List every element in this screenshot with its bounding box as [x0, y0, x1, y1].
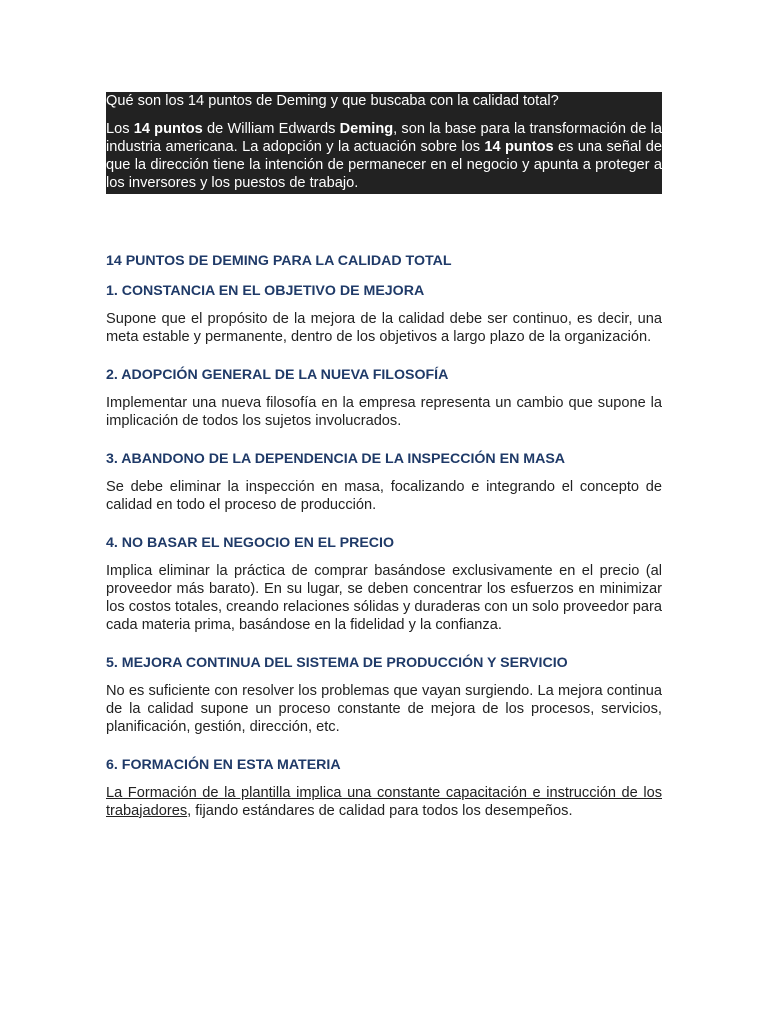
main-title: 14 PUNTOS DE DEMING PARA LA CALIDAD TOTAL	[106, 253, 452, 269]
section-body: Supone que el propósito de la mejora de la calidad debe ser continuo, es decir, una meta estable y permanente, dentro de los objetivos a largo plazo de la organización.	[106, 311, 662, 345]
intro-answer	[106, 120, 662, 192]
intro-question: Qué son los 14 puntos de Deming y que buscaba con la calidad total?	[106, 93, 559, 109]
section-heading: 1. CONSTANCIA EN EL OBJETIVO DE MEJORA	[106, 283, 425, 299]
section-body: No es suficiente con resolver los problemas que vayan surgiendo. La mejora continua de la calidad supone un proceso constante de mejora de los procesos, servicios, planificación, gestión, dirección, etc.	[106, 683, 662, 735]
section-5	[106, 654, 662, 736]
document-content	[106, 92, 662, 820]
section-body-rest: , fijando estándares de calidad para todos los desempeños.	[187, 803, 573, 819]
intro-answer-bold-3: 14 puntos	[484, 139, 554, 155]
section-heading: 4. NO BASAR EL NEGOCIO EN EL PRECIO	[106, 535, 395, 551]
section-heading: 6. FORMACIÓN EN ESTA MATERIA	[106, 757, 341, 773]
section-body: Implica eliminar la práctica de comprar basándose exclusivamente en el precio (al proveedor más barato). En su lugar, se deben concentrar los esfuerzos en minimizar los costos totales, creando relaciones sólidas y duraderas con un solo proveedor para cada materia prima, basándose en la fidelidad y la confianza.	[106, 563, 662, 633]
intro-answer-bold-2: Deming	[339, 121, 394, 137]
section-heading: 3. ABANDONO DE LA DEPENDENCIA DE LA INSPECCIÓN EN MASA	[106, 451, 566, 467]
section-body-link[interactable]: La Formación de la plantilla implica una constante capacitación e instrucción de los trabajadores	[106, 785, 662, 819]
intro-box	[106, 92, 662, 194]
section-body: Implementar una nueva filosofía en la empresa representa un cambio que supone la implicación de todos los sujetos involucrados.	[106, 395, 662, 429]
intro-answer-text-2: de William Edwards	[202, 121, 340, 137]
section-4	[106, 534, 662, 634]
intro-answer-bold-1: 14 puntos	[133, 121, 203, 137]
section-3	[106, 450, 662, 514]
section-1	[106, 282, 662, 346]
section-heading: 2. ADOPCIÓN GENERAL DE LA NUEVA FILOSOFÍA	[106, 367, 449, 383]
section-body: Se debe eliminar la inspección en masa, focalizando e integrando el concepto de calidad en todo el proceso de producción.	[106, 479, 662, 513]
section-6	[106, 756, 662, 820]
intro-answer-text-3: , son la base para la transformación de la industria americana. La adopción y la actuación sobre los	[106, 121, 663, 155]
intro-answer-text-4: es una señal de que la dirección tiene la intención de permanecer en el negocio y apunta a proteger a los inversores y los puestos de trabajo.	[106, 139, 662, 191]
section-2	[106, 366, 662, 430]
section-heading: 5. MEJORA CONTINUA DEL SISTEMA DE PRODUCCIÓN Y SERVICIO	[106, 655, 568, 671]
intro-answer-text-1: Los	[106, 121, 134, 137]
section-body	[106, 784, 662, 820]
